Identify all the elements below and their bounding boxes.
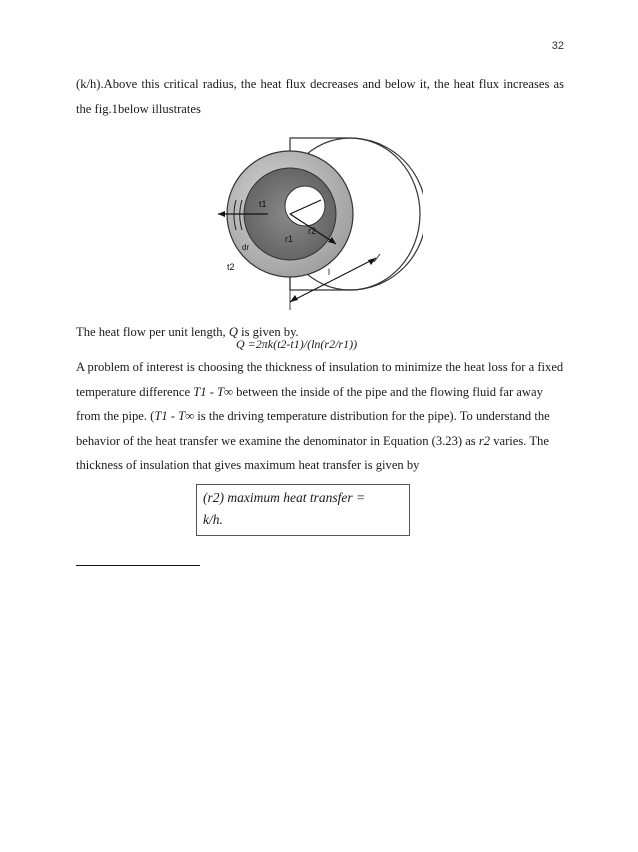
page-number: 32: [551, 40, 564, 52]
length-arrowhead-start: [290, 295, 298, 302]
dr-label: dr: [242, 243, 250, 252]
t1-label: t1: [259, 199, 267, 209]
problem-line-1: A problem of interest is choosing the thickness of insulation to minimize the heat loss for a fixed: [76, 360, 564, 374]
t2-label: t2: [227, 262, 235, 272]
max-heat-transfer-line-2: k/h.: [203, 512, 223, 527]
heat-flow-arrowhead: [218, 211, 225, 217]
problem-line-5: thickness of insulation that gives maximum heat transfer is given by: [76, 458, 420, 472]
heat-flow-formula: Q =2πk(t2-t1)/(ln(r2/r1)): [236, 337, 358, 351]
heat-flow-prefix: The heat flow per unit length,: [76, 325, 226, 339]
r2-label: r2: [308, 226, 317, 236]
heat-flow-variable: Q: [228, 325, 238, 339]
problem-line-3: [76, 404, 564, 429]
paragraph-insulation-problem: [76, 355, 564, 478]
problem-line-4: [76, 429, 564, 454]
temperature-difference-variable: T1 - T∞: [193, 384, 234, 399]
paragraph-critical-radius: (k/h).Above this critical radius, the heat flux decreases and below it, the heat flux increases as the fig.1below illustrates: [76, 77, 564, 116]
driving-temperature-variable: T1 - T∞: [154, 409, 195, 423]
problem-line-2-text-a: temperature difference: [76, 384, 194, 399]
length-label: l: [328, 267, 330, 277]
max-heat-transfer-line-1: (r2) maximum heat transfer =: [203, 490, 366, 505]
insulated-pipe-figure: [208, 130, 423, 310]
pipe-bore: [285, 186, 325, 226]
pipe-cross-section-diagram: [208, 130, 423, 310]
problem-line-3-text-a: from the pipe. (: [76, 409, 155, 423]
problem-line-3-text-b: is the driving temperature distribution for the pipe). To understand the: [194, 409, 550, 423]
max-heat-transfer-box: [196, 484, 410, 536]
problem-line-2: [76, 380, 564, 405]
footnote-separator: [76, 565, 200, 566]
problem-line-2-text-b: between the inside of the pipe and the flowing fluid far away: [233, 384, 543, 399]
problem-line-4-text-a: behavior of the heat transfer we examine the denominator in Equation (3.23) as: [76, 433, 479, 448]
r1-label: r1: [285, 234, 294, 244]
problem-line-4-text-b: varies. The: [490, 433, 549, 448]
heat-flow-suffix: is given by.: [241, 325, 299, 339]
r2-variable: r2: [478, 433, 491, 448]
